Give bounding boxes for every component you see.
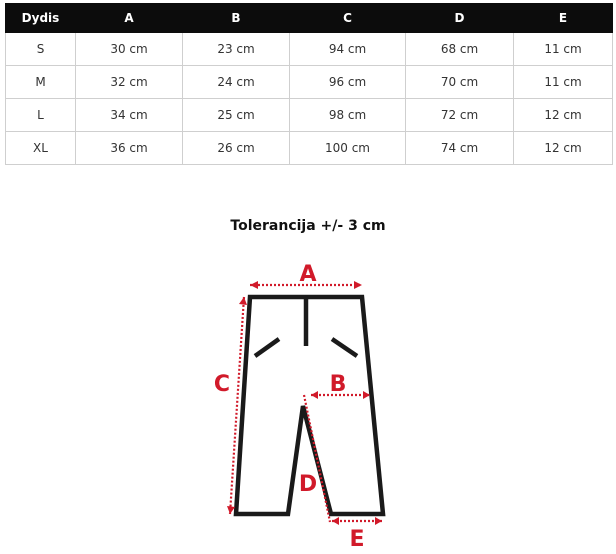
table-cell: 36 cm	[76, 132, 183, 165]
arrowhead-a-right	[354, 281, 362, 289]
table-cell: 25 cm	[183, 99, 290, 132]
arrowhead-e-left	[332, 517, 339, 525]
table-cell: 68 cm	[406, 33, 514, 66]
table-cell: S	[6, 33, 76, 66]
arrowhead-b-left	[311, 391, 318, 399]
table-cell: 26 cm	[183, 132, 290, 165]
header-cell-d: D	[406, 4, 514, 33]
table-cell: 23 cm	[183, 33, 290, 66]
header-cell-e: E	[514, 4, 613, 33]
table-cell: 98 cm	[290, 99, 406, 132]
arrowhead-e-right	[375, 517, 382, 525]
left-pocket	[255, 339, 279, 356]
table-cell: XL	[6, 132, 76, 165]
table-cell: 11 cm	[514, 33, 613, 66]
label-a: A	[299, 262, 317, 287]
table-cell: 12 cm	[514, 132, 613, 165]
table-cell: 100 cm	[290, 132, 406, 165]
table-cell: 30 cm	[76, 33, 183, 66]
label-c: C	[213, 372, 231, 397]
table-cell: L	[6, 99, 76, 132]
label-b: B	[329, 372, 347, 397]
header-cell-b: B	[183, 4, 290, 33]
table-cell: 24 cm	[183, 66, 290, 99]
header-cell-size: Dydis	[6, 4, 76, 33]
header-cell-a: A	[76, 4, 183, 33]
table-cell: 94 cm	[290, 33, 406, 66]
table-cell: 70 cm	[406, 66, 514, 99]
table-cell: 32 cm	[76, 66, 183, 99]
table-cell: M	[6, 66, 76, 99]
table-cell: 12 cm	[514, 99, 613, 132]
arrowhead-a-left	[250, 281, 258, 289]
right-pocket	[332, 339, 357, 356]
tolerance-note: Tolerancija +/- 3 cm	[230, 218, 386, 234]
label-e: E	[349, 527, 365, 552]
header-cell-c: C	[290, 4, 406, 33]
table-cell: 11 cm	[514, 66, 613, 99]
table-cell: 72 cm	[406, 99, 514, 132]
label-d: D	[298, 472, 318, 497]
table-cell: 34 cm	[76, 99, 183, 132]
table-cell: 74 cm	[406, 132, 514, 165]
arrowhead-b-right	[363, 391, 370, 399]
table-cell: 96 cm	[290, 66, 406, 99]
